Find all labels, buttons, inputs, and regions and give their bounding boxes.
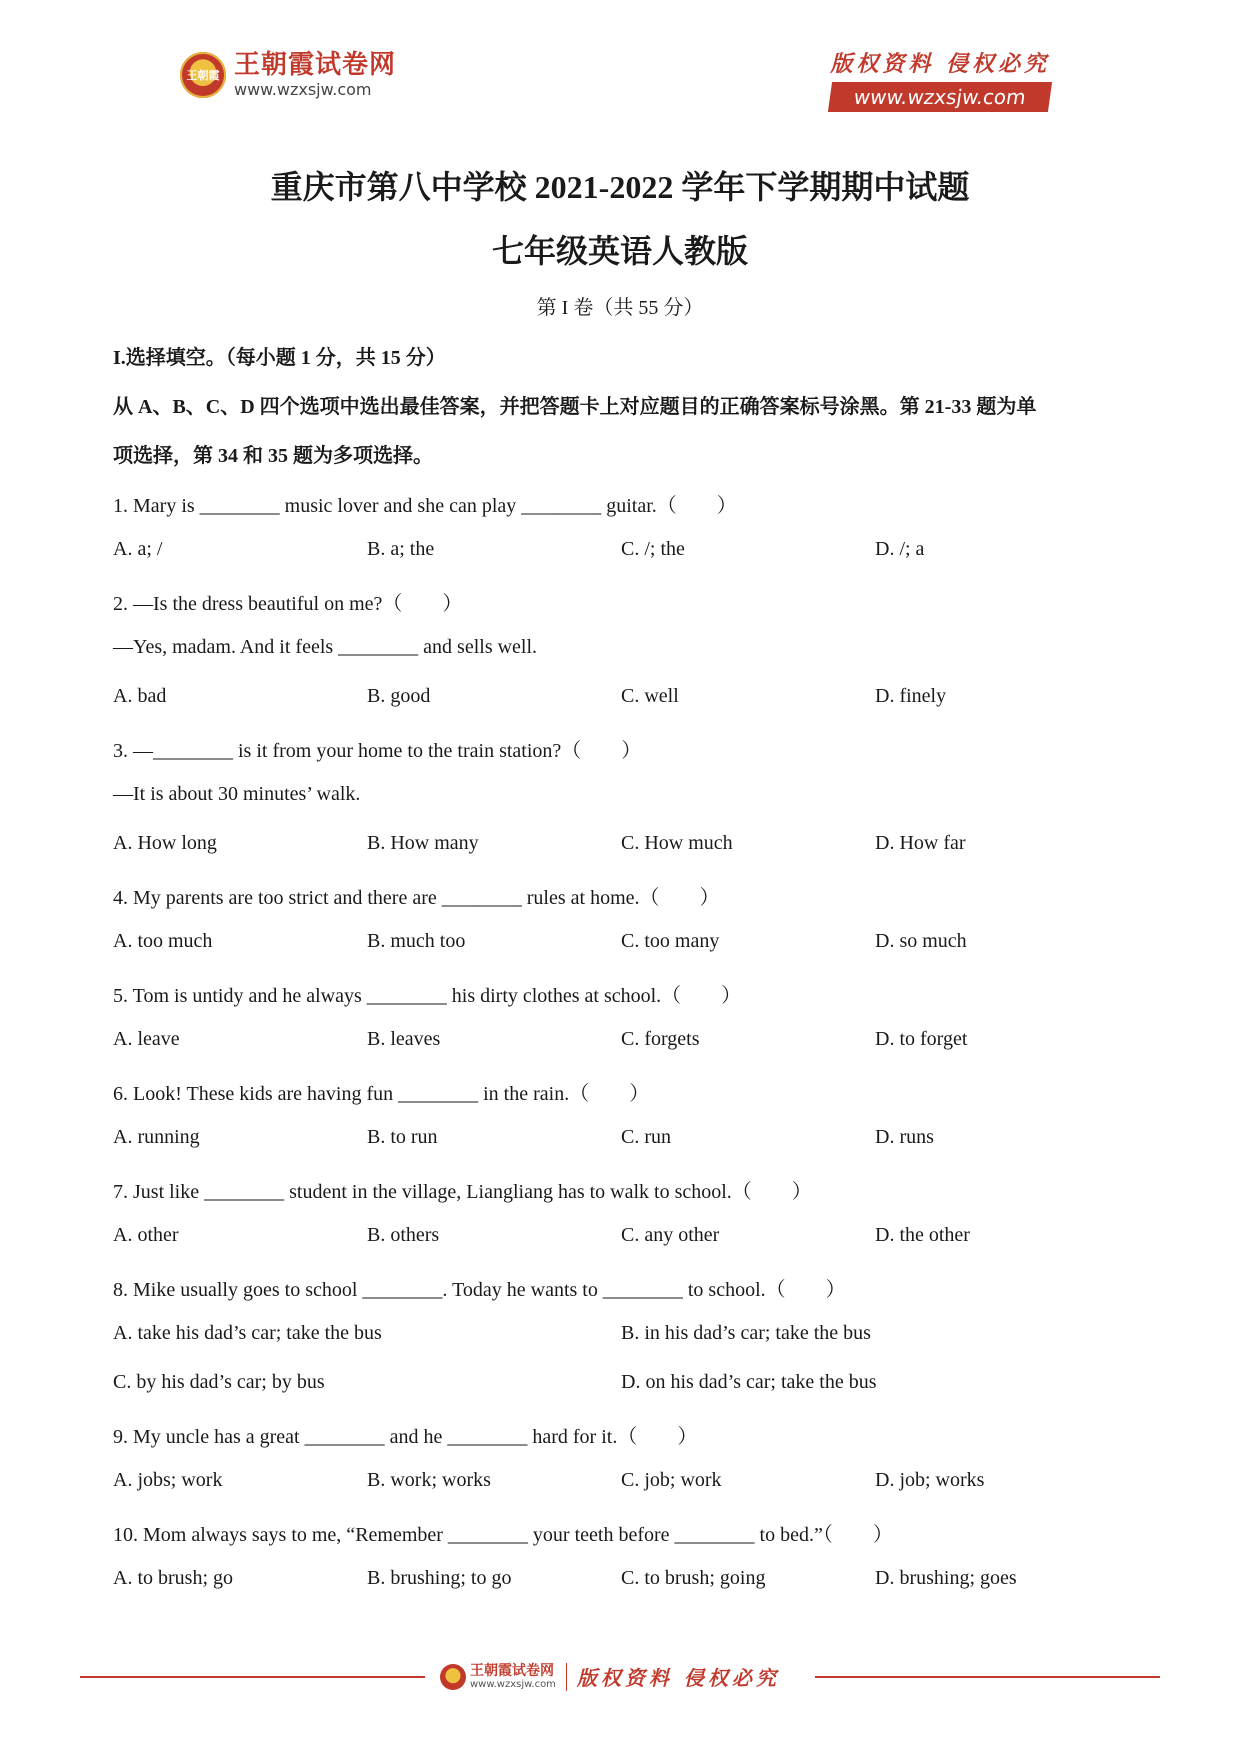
option-b: B. others bbox=[367, 1224, 440, 1246]
question-stem-continued: —Yes, madam. And it feels ________ and sells well. bbox=[113, 636, 538, 658]
question-stem: 5. Tom is untidy and he always ________ his dirty clothes at school.（ ） bbox=[113, 985, 742, 1007]
exam-subtitle: 七年级英语人教版 bbox=[491, 233, 748, 269]
option-a: A. leave bbox=[113, 1028, 180, 1050]
option-b: B. How many bbox=[367, 832, 479, 854]
seal-icon bbox=[180, 52, 226, 98]
section-instruction-1: 从 A、B、C、D 四个选项中选出最佳答案，并把答题卡上对应题目的正确答案标号涂黑。第 21-33 题为单 bbox=[113, 396, 1037, 418]
question-stem: 9. My uncle has a great ________ and he ________ hard for it.（ ） bbox=[113, 1426, 698, 1448]
header-url-badge: www.wzxsjw.com bbox=[828, 82, 1052, 112]
footer-logo bbox=[440, 1662, 780, 1691]
question-stem: 10. Mom always says to me, “Remember ________ your teeth before ________ to bed.”（ ） bbox=[113, 1524, 893, 1546]
option-c: C. /; the bbox=[621, 538, 685, 560]
option-d: D. on his dad’s car; take the bus bbox=[621, 1371, 877, 1393]
option-a: A. How long bbox=[113, 832, 217, 854]
footer-logo-name: 王朝霞试卷网 bbox=[470, 1662, 554, 1679]
option-c: C. job; work bbox=[621, 1469, 722, 1491]
logo-url: www.wzxsjw.com bbox=[234, 80, 372, 99]
option-b: B. a; the bbox=[367, 538, 435, 560]
section-instruction-2: 项选择，第 34 和 35 题为多项选择。 bbox=[113, 445, 433, 467]
section-heading: I.选择填空。（每小题 1 分，共 15 分） bbox=[113, 347, 446, 369]
footer-separator bbox=[566, 1663, 567, 1691]
option-c: C. How much bbox=[621, 832, 733, 854]
footer-divider-left bbox=[80, 1676, 425, 1678]
option-a: A. a; / bbox=[113, 538, 163, 560]
footer-divider-right bbox=[815, 1676, 1160, 1678]
copyright-text: 版权资料 侵权必究 bbox=[830, 51, 1050, 77]
option-b: B. to run bbox=[367, 1126, 438, 1148]
question-stem: 3. —________ is it from your home to the train station?（ ） bbox=[113, 740, 642, 762]
option-b: B. leaves bbox=[367, 1028, 441, 1050]
question-stem-continued: —It is about 30 minutes’ walk. bbox=[113, 783, 361, 805]
option-c: C. any other bbox=[621, 1224, 720, 1246]
option-d: D. the other bbox=[875, 1224, 970, 1246]
question-stem: 4. My parents are too strict and there are ________ rules at home.（ ） bbox=[113, 887, 720, 909]
option-a: A. jobs; work bbox=[113, 1469, 223, 1491]
question-stem: 6. Look! These kids are having fun ________ in the rain.（ ） bbox=[113, 1083, 650, 1105]
option-d: D. to forget bbox=[875, 1028, 968, 1050]
footer-logo-url: www.wzxsjw.com bbox=[470, 1678, 556, 1690]
exam-title: 重庆市第八中学校 2021-2022 学年下学期期中试题 bbox=[270, 169, 970, 205]
header-copyright bbox=[830, 50, 1050, 112]
option-c: C. to brush; going bbox=[621, 1567, 766, 1589]
option-a: A. too much bbox=[113, 930, 213, 952]
option-c: C. well bbox=[621, 685, 679, 707]
option-a: A. running bbox=[113, 1126, 200, 1148]
option-a: A. other bbox=[113, 1224, 179, 1246]
logo-name: 王朝霞试卷网 bbox=[234, 50, 397, 80]
footer-seal-icon bbox=[440, 1664, 466, 1690]
question-stem: 7. Just like ________ student in the village, Liangliang has to walk to school.（ ） bbox=[113, 1181, 812, 1203]
option-c: C. too many bbox=[621, 930, 720, 952]
option-c: C. forgets bbox=[621, 1028, 700, 1050]
option-a: A. to brush; go bbox=[113, 1567, 233, 1589]
volume-label: 第 I 卷（共 55 分） bbox=[536, 297, 704, 319]
option-d: D. finely bbox=[875, 685, 947, 707]
option-b: B. much too bbox=[367, 930, 466, 952]
option-b: B. good bbox=[367, 685, 431, 707]
question-stem: 8. Mike usually goes to school ________. Today he wants to ________ to school.（ ） bbox=[113, 1279, 846, 1301]
option-b: B. in his dad’s car; take the bus bbox=[621, 1322, 871, 1344]
option-d: D. so much bbox=[875, 930, 967, 952]
option-d: D. How far bbox=[875, 832, 966, 854]
question-stem: 2. —Is the dress beautiful on me?（ ） bbox=[113, 593, 463, 615]
option-a: A. take his dad’s car; take the bus bbox=[113, 1322, 382, 1344]
option-d: D. /; a bbox=[875, 538, 925, 560]
option-c: C. run bbox=[621, 1126, 671, 1148]
option-a: A. bad bbox=[113, 685, 167, 707]
option-b: B. brushing; to go bbox=[367, 1567, 512, 1589]
option-c: C. by his dad’s car; by bus bbox=[113, 1371, 325, 1393]
question-stem: 1. Mary is ________ music lover and she can play ________ guitar.（ ） bbox=[113, 495, 737, 517]
option-d: D. runs bbox=[875, 1126, 934, 1148]
option-b: B. work; works bbox=[367, 1469, 491, 1491]
option-d: D. brushing; goes bbox=[875, 1567, 1017, 1589]
seal-text: 王朝霞 bbox=[186, 69, 220, 82]
option-d: D. job; works bbox=[875, 1469, 985, 1491]
footer-copyright: 版权资料 侵权必究 bbox=[576, 1666, 780, 1690]
site-logo bbox=[180, 50, 396, 100]
